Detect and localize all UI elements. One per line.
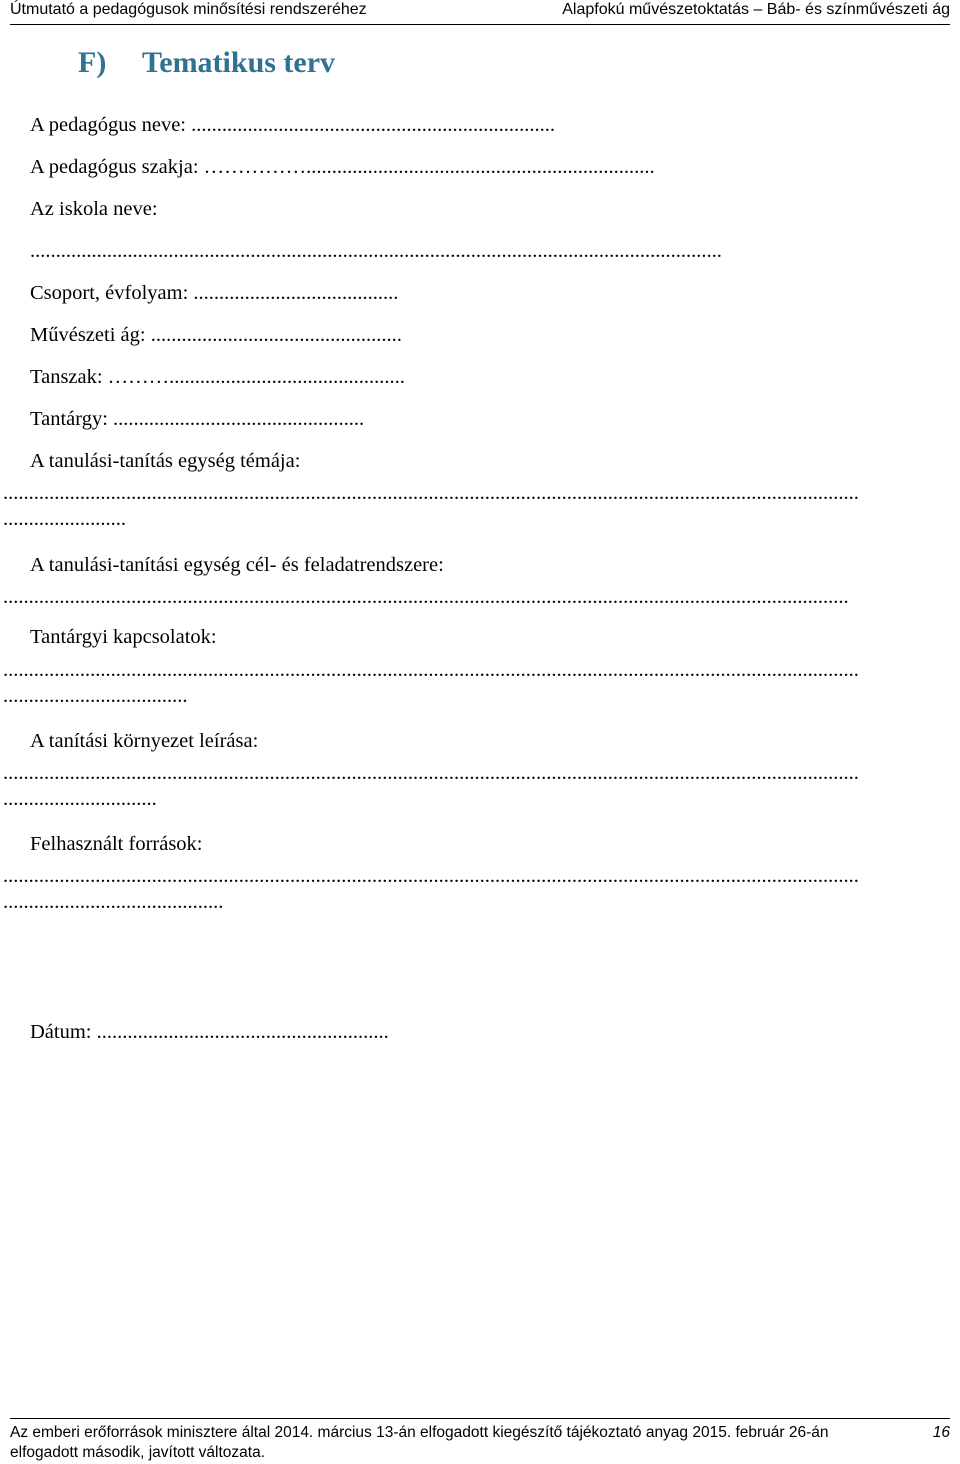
field-tema-label: A tanulási-tanítás egység témája: xyxy=(30,450,301,472)
field-kapcsolatok-dots-continued: .................................... xyxy=(3,685,188,707)
field-kapcsolatok-dots: ....................................................................................................................................................................... xyxy=(3,659,859,681)
field-cel-label: A tanulási-tanítási egység cél- és feladatrendszere: xyxy=(30,554,444,576)
section-letter: F) xyxy=(78,46,107,79)
page-footer xyxy=(10,1418,950,1463)
header-section-title: Alapfokú művészetoktatás – Báb- és színművészeti ág xyxy=(562,1,950,18)
section-heading xyxy=(78,46,335,80)
field-pedagogus-neve: A pedagógus neve: ....................................................................... xyxy=(30,114,555,136)
field-forrasok-dots: ....................................................................................................................................................................... xyxy=(3,865,859,887)
field-forrasok-label: Felhasznált források: xyxy=(30,833,203,855)
field-tema-dots-continued: ........................ xyxy=(3,508,126,530)
field-csoport-evfolyam: Csoport, évfolyam: ........................................ xyxy=(30,282,399,304)
field-muveszeti-ag: Művészeti ág: ................................................. xyxy=(30,324,402,346)
field-iskola-neve-label: Az iskola neve: xyxy=(30,198,158,220)
field-iskola-neve-dots: ....................................................................................................................................... xyxy=(30,240,722,262)
page-number: 16 xyxy=(932,1424,950,1441)
field-kapcsolatok-label: Tantárgyi kapcsolatok: xyxy=(30,626,217,648)
field-tema-dots: ....................................................................................................................................................................... xyxy=(3,482,859,504)
field-datum: Dátum: ......................................................... xyxy=(30,1021,389,1043)
field-kornyezet-dots-continued: .............................. xyxy=(3,788,157,810)
field-kornyezet-label: A tanítási környezet leírása: xyxy=(30,730,259,752)
field-tantargy: Tantárgy: ................................................. xyxy=(30,408,365,430)
header-document-title: Útmutató a pedagógusok minősítési rendszeréhez xyxy=(10,1,367,18)
field-forrasok-dots-continued: ........................................... xyxy=(3,891,224,913)
field-tanszak: Tanszak: ……….............................................. xyxy=(30,366,405,388)
page-header xyxy=(10,0,950,25)
section-title: Tematikus terv xyxy=(142,46,336,79)
field-kornyezet-dots: ....................................................................................................................................................................... xyxy=(3,762,859,784)
footer-text: Az emberi erőforrások minisztere által 2014. március 13-án elfogadott kiegészítő tájékoztató anyag 2015. február 26-án elfogadott második, javított változata. xyxy=(10,1424,829,1461)
field-cel-dots: ..................................................................................................................................................................... xyxy=(3,586,849,608)
field-pedagogus-szakja: A pedagógus szakja: …………….................................................................... xyxy=(30,156,655,178)
